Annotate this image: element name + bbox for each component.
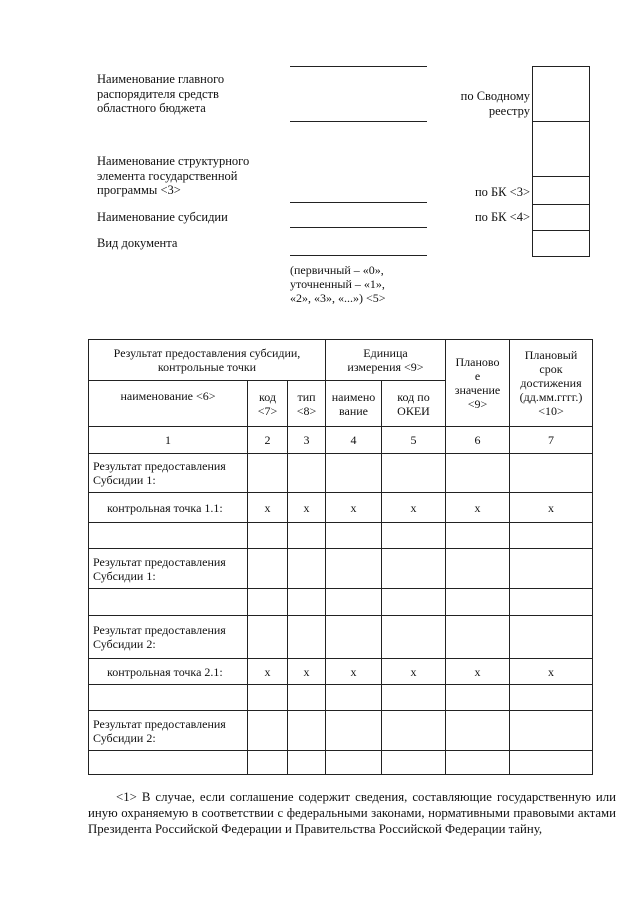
table-cell	[288, 616, 326, 659]
table-cell	[446, 751, 510, 775]
registry-label: по Сводному реестру	[460, 89, 530, 118]
table-cell	[382, 616, 446, 659]
subsidy-name-line	[290, 227, 427, 228]
mark-cell: x	[326, 493, 382, 523]
table-cell	[510, 589, 593, 616]
header-okei-code: код по ОКЕИ	[382, 381, 446, 427]
column-number: 1	[89, 427, 248, 454]
mark-cell: x	[382, 493, 446, 523]
document-type-note: (первичный – «0», уточненный – «1», «2», «3», «...») <5>	[290, 263, 386, 305]
table-cell	[446, 616, 510, 659]
table-cell	[446, 454, 510, 493]
table-cell	[288, 523, 326, 549]
table-cell	[288, 549, 326, 589]
table-cell	[382, 523, 446, 549]
table-cell	[446, 685, 510, 711]
footnote-1: <1> В случае, если соглашение содержит сведения, составляющие государственную или иную охраняемую в соответствии с федеральными законами, нормативными правовыми актами Президента Российской Федерации и Правительства Российской Федерации тайну,	[88, 790, 616, 836]
table-cell	[248, 751, 288, 775]
mark-cell: x	[510, 493, 593, 523]
table-cell	[326, 751, 382, 775]
control-point-2-1-label: контрольная точка 2.1:	[89, 659, 248, 685]
results-table	[88, 339, 593, 775]
bk4-label: по БК <4>	[474, 210, 530, 224]
table-cell	[510, 711, 593, 751]
main-manager-line	[290, 121, 427, 122]
table-cell	[248, 454, 288, 493]
header-planned-date: Плановый срок достижения (дд.мм.гггг.) <10>	[510, 340, 593, 427]
bk3-label: по БК <3>	[474, 185, 530, 199]
structural-element-line	[290, 202, 427, 203]
header-unit-name: наимено вание	[326, 381, 382, 427]
table-cell	[446, 711, 510, 751]
table-cell	[89, 589, 248, 616]
result-subsidy-2-label: Результат предоставления Субсидии 2:	[89, 616, 248, 659]
table-cell	[248, 549, 288, 589]
mark-cell: x	[288, 493, 326, 523]
table-row	[89, 685, 593, 711]
header-code: код <7>	[248, 381, 288, 427]
control-point-1-1-label: контрольная точка 1.1:	[89, 493, 248, 523]
table-cell	[288, 685, 326, 711]
column-number: 3	[288, 427, 326, 454]
main-manager-label: Наименование главного распорядителя средств областного бюджета	[97, 72, 225, 115]
table-cell	[248, 523, 288, 549]
table-cell	[326, 454, 382, 493]
table-cell	[326, 523, 382, 549]
header-name: наименование <6>	[89, 381, 248, 427]
table-cell	[326, 589, 382, 616]
table-cell	[382, 685, 446, 711]
header-type: тип <8>	[288, 381, 326, 427]
table-cell	[382, 589, 446, 616]
table-cell	[89, 523, 248, 549]
table-cell	[382, 549, 446, 589]
table-cell	[510, 616, 593, 659]
table-cell	[248, 685, 288, 711]
header-result-control-points: Результат предоставления субсидии, контрольные точки	[89, 340, 326, 381]
table-cell	[382, 751, 446, 775]
table-row	[89, 616, 593, 659]
table-cell	[248, 711, 288, 751]
column-number: 4	[326, 427, 382, 454]
mark-cell: x	[446, 659, 510, 685]
structural-code-box	[532, 121, 590, 177]
bk3-code-box	[532, 176, 590, 205]
mark-cell: x	[288, 659, 326, 685]
table-row	[89, 711, 593, 751]
table-row	[89, 589, 593, 616]
table-cell	[248, 589, 288, 616]
table-cell	[288, 454, 326, 493]
mark-cell: x	[248, 493, 288, 523]
table-cell	[510, 751, 593, 775]
table-cell	[382, 711, 446, 751]
table-row	[89, 523, 593, 549]
table-cell	[288, 589, 326, 616]
table-row	[89, 659, 593, 685]
table-cell	[326, 711, 382, 751]
mark-cell: x	[510, 659, 593, 685]
column-number-row	[89, 427, 593, 454]
table-cell	[288, 751, 326, 775]
mark-cell: x	[326, 659, 382, 685]
mark-cell: x	[382, 659, 446, 685]
column-number: 7	[510, 427, 593, 454]
registry-code-box	[532, 66, 590, 122]
table-row	[89, 751, 593, 775]
doc-type-code-box	[532, 230, 590, 257]
table-cell	[446, 589, 510, 616]
table-row	[89, 493, 593, 523]
table-cell	[326, 549, 382, 589]
table-cell	[248, 616, 288, 659]
document-type-line	[290, 255, 427, 256]
result-subsidy-1-label: Результат предоставления Субсидии 1:	[89, 549, 248, 589]
result-subsidy-1-label: Результат предоставления Субсидии 1:	[89, 454, 248, 493]
table-row	[89, 454, 593, 493]
table-cell	[446, 549, 510, 589]
result-subsidy-2-label: Результат предоставления Субсидии 2:	[89, 711, 248, 751]
table-cell	[288, 711, 326, 751]
bk4-code-box	[532, 204, 590, 231]
table-cell	[326, 616, 382, 659]
table-cell	[382, 454, 446, 493]
table-cell	[326, 685, 382, 711]
subsidy-name-label: Наименование субсидии	[97, 210, 228, 224]
mark-cell: x	[248, 659, 288, 685]
table-cell	[510, 549, 593, 589]
structural-element-label: Наименование структурного элемента государственной программы <3>	[97, 154, 250, 197]
header-unit: Единица измерения <9>	[326, 340, 446, 381]
table-row	[89, 549, 593, 589]
table-cell	[510, 685, 593, 711]
table-cell	[89, 685, 248, 711]
column-number: 2	[248, 427, 288, 454]
table-cell	[510, 454, 593, 493]
column-number: 6	[446, 427, 510, 454]
mark-cell: x	[446, 493, 510, 523]
table-cell	[446, 523, 510, 549]
table-cell	[510, 523, 593, 549]
document-type-label: Вид документа	[97, 236, 178, 250]
header-planned-value: Планово е значение <9>	[446, 340, 510, 427]
column-number: 5	[382, 427, 446, 454]
main-manager-line-top	[290, 66, 427, 67]
table-cell	[89, 751, 248, 775]
